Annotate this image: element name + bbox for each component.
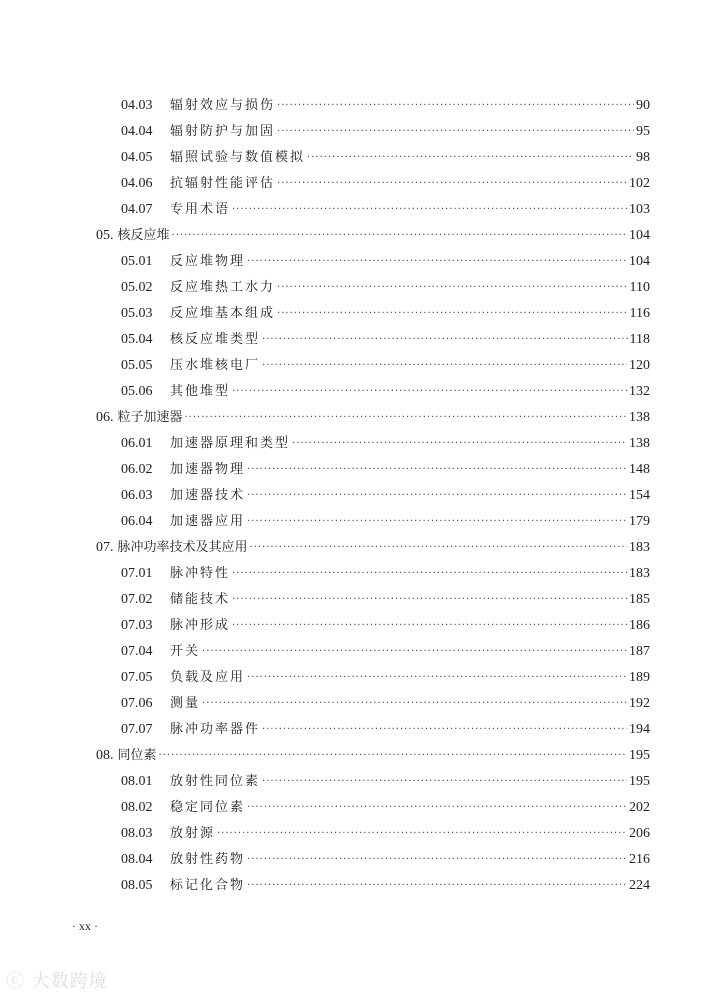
entry-page-number: 98 bbox=[636, 150, 650, 166]
entry-page-number: 195 bbox=[629, 748, 650, 764]
entry-title: 核反应堆 bbox=[117, 228, 170, 244]
entry-number: 08.02 bbox=[121, 800, 153, 816]
entry-title: 放射性同位素 bbox=[170, 774, 261, 790]
toc-subsection-entry[interactable] bbox=[96, 379, 650, 405]
entry-page-number: 110 bbox=[629, 280, 650, 296]
dot-leader bbox=[247, 486, 627, 506]
entry-title: 脉冲功率器件 bbox=[170, 722, 261, 738]
toc-section-entry[interactable] bbox=[96, 743, 650, 769]
toc-section-entry[interactable] bbox=[96, 535, 650, 561]
dot-leader bbox=[277, 122, 634, 142]
entry-title: 放射源 bbox=[170, 826, 216, 842]
entry-title: 其他堆型 bbox=[170, 384, 231, 400]
entry-page-number: 102 bbox=[629, 176, 650, 192]
entry-page-number: 202 bbox=[629, 800, 650, 816]
dot-leader bbox=[247, 798, 627, 818]
toc-subsection-entry[interactable] bbox=[96, 639, 650, 665]
entry-page-number: 104 bbox=[629, 228, 650, 244]
entry-number: 06.01 bbox=[121, 436, 153, 452]
dot-leader bbox=[262, 330, 628, 350]
table-of-contents bbox=[96, 93, 650, 899]
entry-title: 加速器技术 bbox=[170, 488, 246, 504]
entry-title: 抗辐射性能评估 bbox=[170, 176, 276, 192]
dot-leader bbox=[159, 746, 627, 766]
entry-number: 08.05 bbox=[121, 878, 153, 894]
entry-number: 07.07 bbox=[121, 722, 153, 738]
entry-page-number: 183 bbox=[629, 540, 650, 556]
watermark-logo: ⓒ 大数跨境 bbox=[6, 971, 108, 992]
toc-subsection-entry[interactable] bbox=[96, 119, 650, 145]
entry-title: 标记化合物 bbox=[170, 878, 246, 894]
entry-title: 开关 bbox=[170, 644, 201, 660]
entry-number: 08. bbox=[96, 748, 114, 764]
entry-number: 06.04 bbox=[121, 514, 153, 530]
dot-leader bbox=[202, 694, 627, 714]
dot-leader bbox=[277, 304, 628, 324]
dot-leader bbox=[232, 382, 627, 402]
dot-leader bbox=[247, 876, 627, 896]
dot-leader bbox=[262, 772, 627, 792]
toc-subsection-entry[interactable] bbox=[96, 301, 650, 327]
toc-subsection-entry[interactable] bbox=[96, 821, 650, 847]
entry-page-number: 138 bbox=[629, 436, 650, 452]
entry-page-number: 187 bbox=[629, 644, 650, 660]
entry-number: 07.05 bbox=[121, 670, 153, 686]
entry-number: 07. bbox=[96, 540, 114, 556]
dot-leader bbox=[250, 538, 627, 558]
entry-number: 04.07 bbox=[121, 202, 153, 218]
dot-leader bbox=[232, 616, 627, 636]
dot-leader bbox=[247, 668, 627, 688]
entry-number: 04.06 bbox=[121, 176, 153, 192]
entry-title: 脉冲特性 bbox=[170, 566, 231, 582]
dot-leader bbox=[262, 720, 627, 740]
toc-subsection-entry[interactable] bbox=[96, 275, 650, 301]
entry-page-number: 183 bbox=[629, 566, 650, 582]
toc-section-entry[interactable] bbox=[96, 405, 650, 431]
entry-page-number: 148 bbox=[629, 462, 650, 478]
entry-number: 08.01 bbox=[121, 774, 153, 790]
toc-subsection-entry[interactable] bbox=[96, 847, 650, 873]
toc-subsection-entry[interactable] bbox=[96, 613, 650, 639]
page-number-footer: · xx · bbox=[72, 919, 98, 933]
entry-number: 07.06 bbox=[121, 696, 153, 712]
toc-subsection-entry[interactable] bbox=[96, 93, 650, 119]
dot-leader bbox=[277, 278, 628, 298]
toc-subsection-entry[interactable] bbox=[96, 509, 650, 535]
entry-number: 06.03 bbox=[121, 488, 153, 504]
entry-title: 辐射效应与损伤 bbox=[170, 98, 276, 113]
entry-page-number: 120 bbox=[629, 358, 650, 374]
toc-subsection-entry[interactable] bbox=[96, 171, 650, 197]
entry-title: 反应堆物理 bbox=[170, 254, 246, 270]
entry-title: 压水堆核电厂 bbox=[170, 358, 261, 374]
entry-page-number: 216 bbox=[629, 852, 650, 868]
entry-title: 负载及应用 bbox=[170, 670, 246, 686]
entry-page-number: 189 bbox=[629, 670, 650, 686]
toc-subsection-entry[interactable] bbox=[96, 197, 650, 223]
entry-number: 07.04 bbox=[121, 644, 153, 660]
entry-number: 05.04 bbox=[121, 332, 153, 348]
entry-page-number: 138 bbox=[629, 410, 650, 426]
entry-number: 05.03 bbox=[121, 306, 153, 322]
dot-leader bbox=[277, 174, 627, 194]
entry-page-number: 154 bbox=[629, 488, 650, 504]
entry-number: 07.02 bbox=[121, 592, 153, 608]
entry-page-number: 103 bbox=[629, 202, 650, 218]
toc-subsection-entry[interactable] bbox=[96, 483, 650, 509]
dot-leader bbox=[292, 434, 627, 454]
entry-title: 加速器应用 bbox=[170, 514, 246, 530]
entry-number: 06. bbox=[96, 410, 114, 426]
entry-title: 同位素 bbox=[117, 748, 157, 764]
entry-number: 08.04 bbox=[121, 852, 153, 868]
entry-title: 测量 bbox=[170, 696, 201, 712]
dot-leader bbox=[247, 252, 627, 272]
dot-leader bbox=[202, 642, 627, 662]
toc-subsection-entry[interactable] bbox=[96, 327, 650, 353]
entry-page-number: 132 bbox=[629, 384, 650, 400]
entry-title: 脉冲形成 bbox=[170, 618, 231, 634]
entry-title: 辐射防护与加固 bbox=[170, 124, 276, 140]
entry-number: 07.01 bbox=[121, 566, 153, 582]
dot-leader bbox=[232, 200, 627, 220]
toc-subsection-entry[interactable] bbox=[96, 769, 650, 795]
dot-leader bbox=[232, 590, 627, 610]
toc-subsection-entry[interactable] bbox=[96, 457, 650, 483]
entry-page-number: 116 bbox=[629, 306, 650, 322]
dot-leader bbox=[307, 148, 634, 168]
dot-leader bbox=[262, 356, 627, 376]
entry-title: 稳定同位素 bbox=[170, 800, 246, 816]
toc-subsection-entry[interactable] bbox=[96, 717, 650, 743]
entry-page-number: 95 bbox=[636, 124, 650, 140]
entry-number: 07.03 bbox=[121, 618, 153, 634]
dot-leader bbox=[247, 460, 627, 480]
dot-leader bbox=[217, 824, 627, 844]
dot-leader bbox=[247, 850, 627, 870]
entry-title: 放射性药物 bbox=[170, 852, 246, 868]
toc-subsection-entry[interactable] bbox=[96, 561, 650, 587]
entry-number: 05.05 bbox=[121, 358, 153, 374]
toc-subsection-entry[interactable] bbox=[96, 691, 650, 717]
entry-number: 05. bbox=[96, 228, 114, 244]
dot-leader bbox=[185, 408, 627, 428]
entry-number: 08.03 bbox=[121, 826, 153, 842]
dot-leader bbox=[172, 226, 627, 246]
toc-section-entry[interactable] bbox=[96, 223, 650, 249]
entry-title: 核反应堆类型 bbox=[170, 332, 261, 348]
toc-subsection-entry[interactable] bbox=[96, 145, 650, 171]
toc-subsection-entry[interactable] bbox=[96, 665, 650, 691]
entry-page-number: 186 bbox=[629, 618, 650, 634]
toc-subsection-entry[interactable] bbox=[96, 873, 650, 899]
entry-page-number: 104 bbox=[629, 254, 650, 270]
entry-number: 04.05 bbox=[121, 150, 153, 166]
entry-title: 粒子加速器 bbox=[117, 410, 183, 426]
entry-title: 辐照试验与数值模拟 bbox=[170, 150, 306, 166]
entry-number: 04.03 bbox=[121, 98, 153, 113]
toc-subsection-entry[interactable] bbox=[96, 249, 650, 275]
entry-title: 加速器原理和类型 bbox=[170, 436, 291, 452]
entry-page-number: 192 bbox=[629, 696, 650, 712]
toc-subsection-entry[interactable] bbox=[96, 795, 650, 821]
toc-subsection-entry[interactable] bbox=[96, 587, 650, 613]
dot-leader bbox=[232, 564, 627, 584]
entry-page-number: 224 bbox=[629, 878, 650, 894]
toc-subsection-entry[interactable] bbox=[96, 353, 650, 379]
dot-leader bbox=[277, 96, 634, 116]
entry-title: 反应堆热工水力 bbox=[170, 280, 276, 296]
entry-page-number: 195 bbox=[629, 774, 650, 790]
entry-number: 05.01 bbox=[121, 254, 153, 270]
entry-number: 05.02 bbox=[121, 280, 153, 296]
entry-page-number: 179 bbox=[629, 514, 650, 530]
entry-number: 05.06 bbox=[121, 384, 153, 400]
entry-title: 储能技术 bbox=[170, 592, 231, 608]
toc-subsection-entry[interactable] bbox=[96, 431, 650, 457]
entry-title: 加速器物理 bbox=[170, 462, 246, 478]
dot-leader bbox=[247, 512, 627, 532]
entry-title: 反应堆基本组成 bbox=[170, 306, 276, 322]
entry-page-number: 185 bbox=[629, 592, 650, 608]
entry-title: 脉冲功率技术及其应用 bbox=[117, 540, 248, 556]
entry-page-number: 90 bbox=[636, 98, 650, 113]
entry-title: 专用术语 bbox=[170, 202, 231, 218]
entry-page-number: 118 bbox=[629, 332, 650, 348]
entry-number: 04.04 bbox=[121, 124, 153, 140]
entry-number: 06.02 bbox=[121, 462, 153, 478]
entry-page-number: 206 bbox=[629, 826, 650, 842]
entry-page-number: 194 bbox=[629, 722, 650, 738]
